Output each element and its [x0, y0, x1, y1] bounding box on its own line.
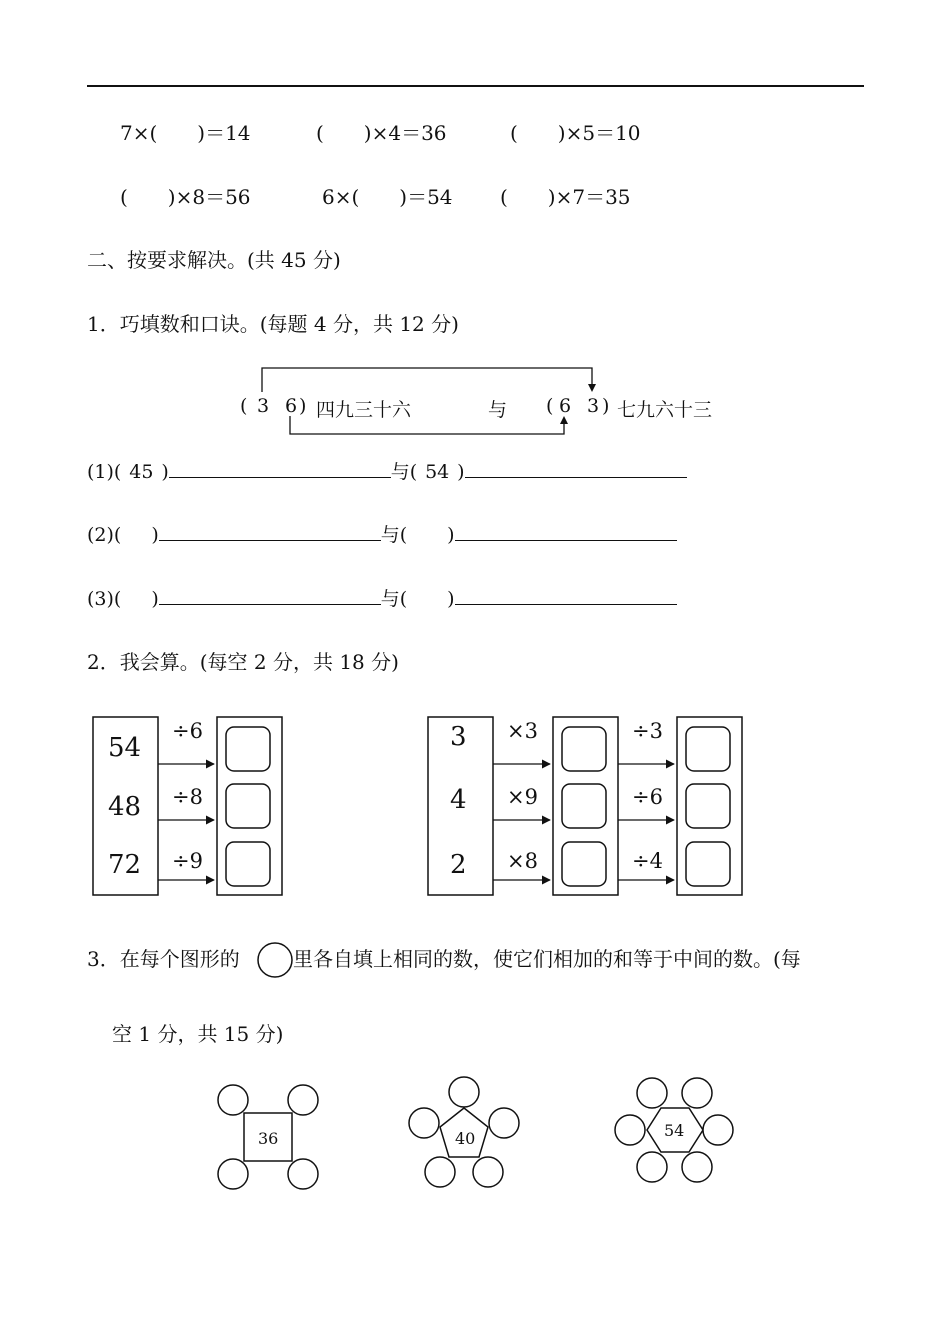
answer-box[interactable] [562, 842, 606, 886]
row-mid: 与( [380, 524, 408, 546]
answer-blank-b[interactable] [465, 459, 687, 478]
blank-circle[interactable] [425, 1157, 455, 1187]
answer-blank-b[interactable] [455, 522, 677, 541]
section-two-heading: 二、按要求解决。(共 45 分) [87, 248, 341, 272]
row-close: ) [447, 524, 455, 546]
answer-box[interactable] [686, 784, 730, 828]
example-open-paren-right: ( [546, 395, 554, 417]
left-input-3: 72 [108, 850, 142, 880]
answer-box[interactable] [686, 842, 730, 886]
digit-swap-arrows [0, 360, 950, 440]
square-value: 36 [258, 1129, 279, 1148]
row-mid: 与( [380, 588, 408, 610]
right-op2-3: ÷4 [632, 849, 663, 873]
left-op-2: ÷8 [172, 785, 203, 809]
example-right-rhyme: 七九六十三 [617, 399, 713, 421]
blank-circle[interactable] [288, 1159, 318, 1189]
answer-box[interactable] [562, 727, 606, 771]
right-op2-2: ÷6 [632, 785, 663, 809]
blank-circle[interactable] [682, 1078, 712, 1108]
q1-row-3 [87, 584, 677, 611]
blank-circle[interactable] [218, 1159, 248, 1189]
row-value-b[interactable]: 54 [425, 461, 450, 483]
left-op-1: ÷6 [172, 719, 203, 743]
right-input-1: 3 [450, 722, 467, 752]
blank-circle[interactable] [615, 1115, 645, 1145]
blank-circle[interactable] [449, 1077, 479, 1107]
circle-icon [255, 940, 295, 980]
pentagon-value: 40 [455, 1129, 476, 1148]
blank-circle[interactable] [218, 1085, 248, 1115]
blank-circle[interactable] [703, 1115, 733, 1145]
blank-circle[interactable] [409, 1108, 439, 1138]
row-close: ) [447, 588, 455, 610]
example-left-digit-2: 6 [285, 395, 298, 417]
right-input-2: 4 [450, 785, 467, 815]
right-op2-1: ÷3 [632, 719, 663, 743]
fill-item-1: 7×( )＝14 [120, 121, 251, 145]
left-op-3: ÷9 [172, 849, 203, 873]
row-mid: 与( [390, 461, 418, 483]
row-label: (2)( [87, 524, 122, 546]
fill-item-6: ( )×7＝35 [500, 185, 631, 209]
right-op1-3: ×8 [507, 849, 538, 873]
q3-title-c: 空 1 分，共 15 分) [112, 1022, 284, 1046]
answer-blank-a[interactable] [159, 586, 381, 605]
example-connector: 与 [488, 399, 508, 421]
q1-row-2 [87, 520, 677, 547]
fill-item-3: ( )×5＝10 [510, 121, 641, 145]
row-value-a[interactable]: 45 [129, 461, 154, 483]
blank-circle[interactable] [682, 1152, 712, 1182]
fill-item-5: 6×( )＝54 [322, 185, 453, 209]
right-input-3: 2 [450, 850, 467, 880]
answer-box[interactable] [226, 842, 270, 886]
answer-box[interactable] [226, 727, 270, 771]
example-right-digit-2: 3 [587, 395, 600, 417]
row-label: (1)( [87, 461, 122, 483]
right-op1-2: ×9 [507, 785, 538, 809]
blank-circle[interactable] [637, 1152, 667, 1182]
calc-machines [0, 705, 950, 905]
q3-title-a: 3．在每个图形的 [87, 947, 240, 971]
example-close-paren-right: ) [602, 395, 610, 417]
fill-item-4: ( )×8＝56 [120, 185, 251, 209]
answer-blank-a[interactable] [159, 522, 381, 541]
example-right-digit-1: 6 [559, 395, 572, 417]
example-left-rhyme: 四九三十六 [316, 399, 412, 421]
left-input-1: 54 [108, 733, 142, 763]
right-op1-1: ×3 [507, 719, 538, 743]
blank-circle[interactable] [489, 1108, 519, 1138]
fill-item-2: ( )×4＝36 [316, 121, 447, 145]
q2-title: 2．我会算。(每空 2 分，共 18 分) [87, 650, 399, 674]
row-close: ) [151, 524, 159, 546]
q1-row-1 [87, 457, 687, 484]
blank-circle[interactable] [473, 1157, 503, 1187]
q1-title: 1．巧填数和口诀。(每题 4 分，共 12 分) [87, 312, 459, 336]
example-open-paren-left: ( [240, 395, 248, 417]
blank-circle[interactable] [288, 1085, 318, 1115]
left-input-2: 48 [108, 792, 142, 822]
answer-blank-a[interactable] [169, 459, 391, 478]
row-label: (3)( [87, 588, 122, 610]
answer-blank-b[interactable] [455, 586, 677, 605]
example-close-paren-left: ) [299, 395, 307, 417]
example-left-digit-1: 3 [257, 395, 270, 417]
answer-box[interactable] [226, 784, 270, 828]
answer-box[interactable] [562, 784, 606, 828]
hexagon-value: 54 [664, 1121, 685, 1140]
row-close: ) [161, 461, 169, 483]
row-close: ) [151, 588, 159, 610]
blank-circle[interactable] [637, 1078, 667, 1108]
answer-box[interactable] [686, 727, 730, 771]
top-rule [87, 85, 864, 87]
q3-title-b: 里各自填上相同的数，使它们相加的和等于中间的数。(每 [293, 947, 801, 971]
row-close: ) [457, 461, 465, 483]
